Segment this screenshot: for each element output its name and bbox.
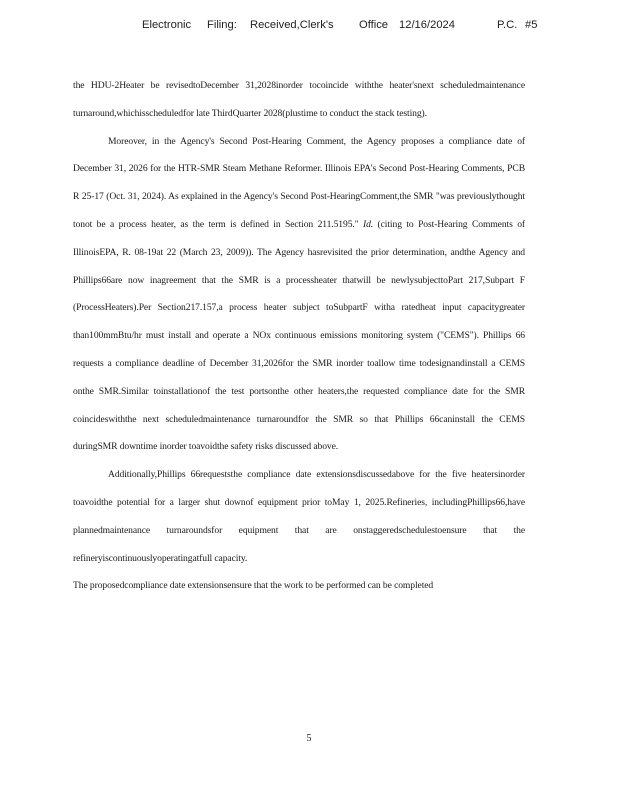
header-filing: Filing: [207,19,237,31]
paragraph-proposed: The proposedcompliance date extensionsensure that the work to be performed can be completed [73,580,434,592]
filing-header [0,19,618,37]
header-pc: P.C. [497,19,518,31]
paragraph-moreover [73,128,525,462]
header-date: 12/16/2024 [399,19,455,31]
page-number: 5 [306,733,312,744]
paragraph-additionally: Additionally,Phillips 66requeststhe compliance date extensionsdiscussedabove for the five heatersinorder toavoidthe potential for a larger shut downof equipment prior toMay 1, 2025.Refineries, includingPhillips66,have plannedmaintenance turnaroundsfor equipment that are onstaggeredschedulestoensure that the refineryiscontinuouslyoperatingatfull capacity. [73,469,525,564]
paragraph-continuation: the HDU-2Heater be revisedtoDecember 31,2028inorder tocoincide withthe heater'snext scheduledmaintenance turnaround,whichisscheduledfor late ThirdQuarter 2028(plustime to conduct the stack testing). [73,80,525,119]
header-received-clerks: Received,Clerk's [250,19,334,31]
header-electronic: Electronic [142,19,192,31]
header-office: Office [359,19,389,31]
id-citation: Id. [362,218,374,230]
document-body [73,72,525,600]
paragraph-moreover-text-2: (citing to Post-Hearing Comments of IllinoisEPA, R. 08-19at 22 (March 23, 2009)). The Agency hasrevisited the prior determination, andthe Agency and Phillips66are now inagreement that the SMR is a processheater thatwill be newlysubjecttoPart 217,Subpart F (ProcessHeaters).Per Section217.157,a process heater subject toSubpartF witha ratedheat input capacitygreater than100mmBtu/hr must install and operate a NOx continuous emissions monitoring system ("CEMS"). Phillips 66 requests a compliance deadline of December 31,2026for the SMR inorder toallow time todesignandinstall a CEMS onthe SMR.Similar toinstallationof the test portsonthe other heaters,the requested compliance date for the SMR coincideswiththe next scheduledmaintenance turnaroundfor the SMR so that Phillips 66caninstall the CEMS duringSMR downtime inorder toavoidthe safety risks discussed above. [73,218,525,453]
header-pc-number: #5 [525,19,538,31]
paragraph-moreover-text-1: Moreover, in the Agency's Second Post-Hearing Comment, the Agency proposes a compliance date of December 31, 2026 for the HTR-SMR Steam Methane Reformer. Illinois EPA's Second Post-Hearing Comments, PCB R 25-17 (Oct. 31, 2024). As explained in the Agency's Second Post-HearingComment,the SMR "was previouslythought tonot be a process heater, as the term is defined in Section 211.5195." [73,135,525,230]
